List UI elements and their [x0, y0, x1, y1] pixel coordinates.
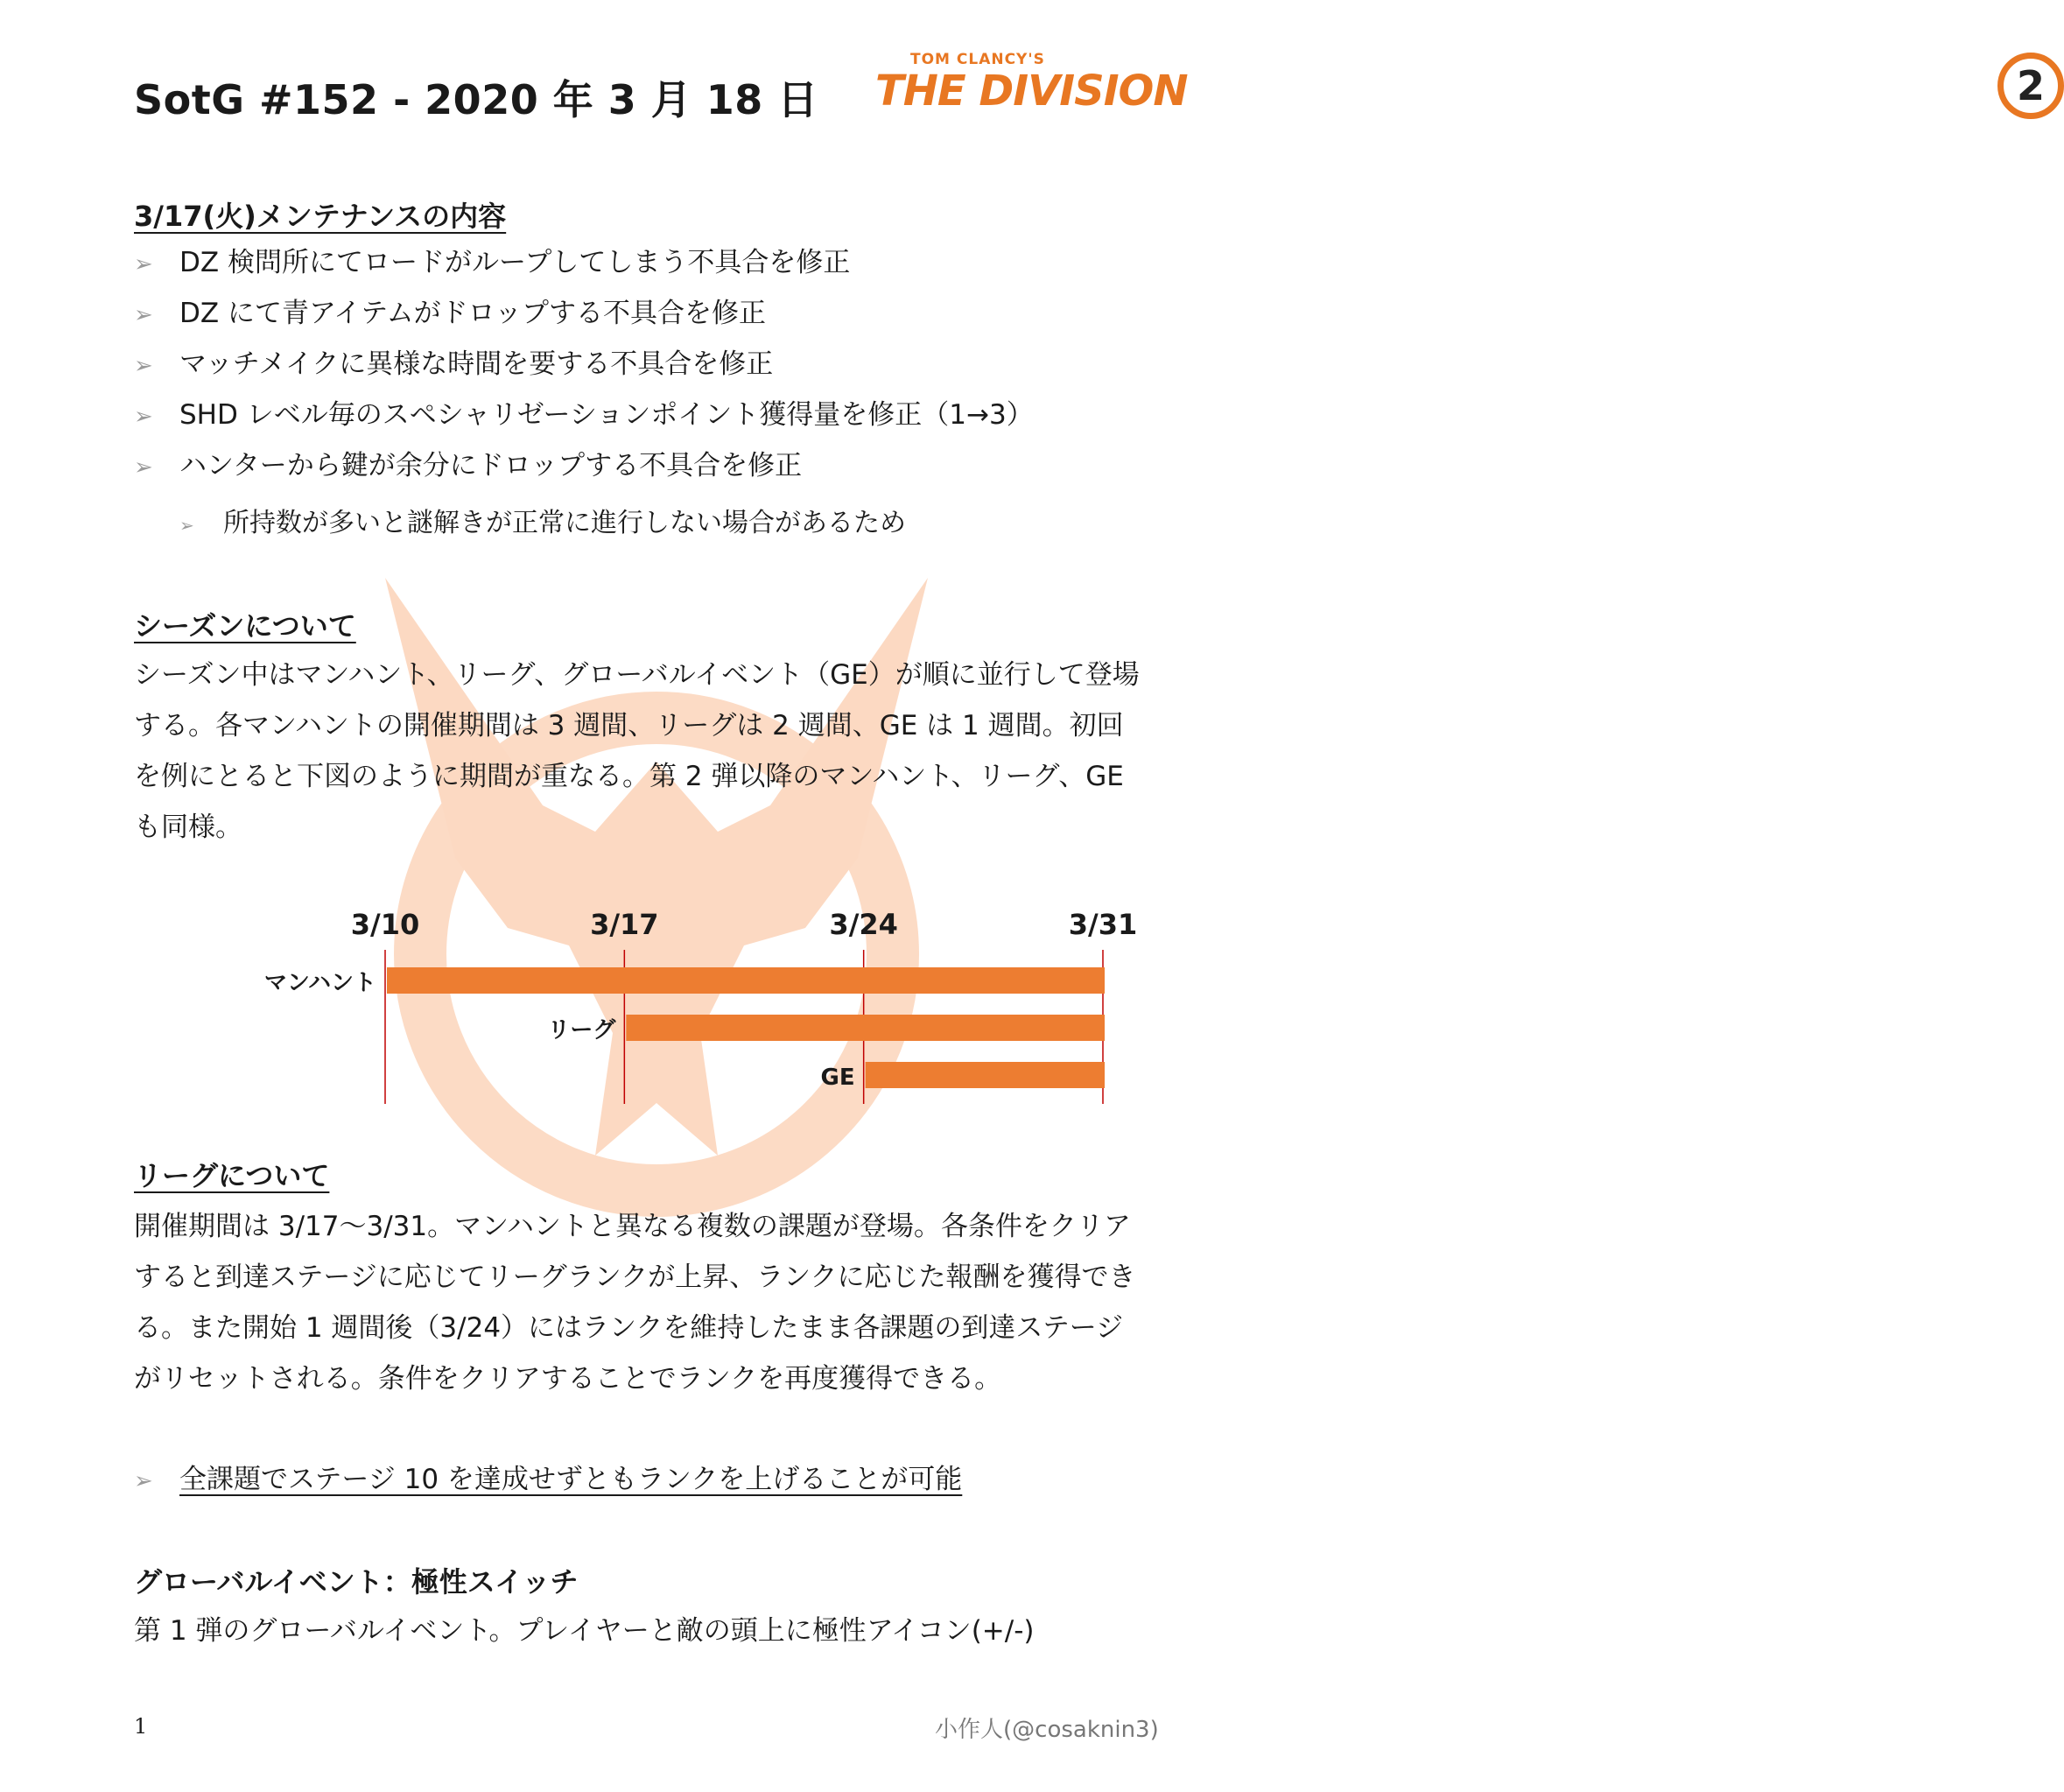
author-credit: 小作人(@cosaknin3) [935, 1717, 1159, 1743]
series-label: GE [820, 1065, 855, 1091]
league-heading: リーグについて [134, 1159, 330, 1192]
series-label: リーグ [547, 1017, 616, 1044]
maintenance-subitem: ➢ 所持数が多いと謎解きが正常に進行しない場合があるため [179, 508, 906, 538]
arrow-bullet-icon: ➢ [134, 404, 153, 430]
maintenance-item: ➢ ハンターから鍵が余分にドロップする不具合を修正 [134, 448, 802, 485]
division-eagle-watermark [280, 543, 1033, 1226]
global-event-body: 第 1 弾のグローバルイベント。プレイヤーと敵の頭上に極性アイコン(+/-) [134, 1615, 1035, 1647]
maintenance-item: ➢ マッチメイクに異様な時間を要する不具合を修正 [134, 347, 773, 383]
tick-label: 3/10 [350, 908, 420, 941]
season-body: シーズン中はマンハント、リーグ、グローバルイベント（GE）が順に並行して登場する。各マンハントの開催期間は 3 週間、リーグは 2 週間、GE は 1 週間。初回を例にとると下図のように期間が重なる。第 2 弾以降のマンハント、リーグ、GE も同様。 [134, 659, 1140, 843]
maintenance-item: ➢ DZ 検問所にてロードがループしてしまう不具合を修正 [134, 245, 850, 282]
logo-main-text: THE DIVISION [875, 67, 1188, 116]
maintenance-heading: 3/17(火)メンテナンスの内容 [134, 200, 507, 233]
arrow-bullet-icon: ➢ [134, 353, 153, 379]
arrow-bullet-icon: ➢ [179, 515, 194, 536]
division2-logo [875, 44, 2045, 140]
season-heading: シーズンについて [134, 609, 356, 643]
tick-label: 3/31 [1068, 908, 1138, 941]
page-number: 1 [134, 1714, 148, 1739]
arrow-bullet-icon: ➢ [134, 302, 153, 328]
series-label: マンハント [263, 970, 376, 996]
page-title: SotG #152 - 2020 年 3 月 18 日 [134, 76, 818, 123]
maintenance-item: ➢ SHD レベル毎のスペシャリゼーションポイント獲得量を修正（1→3） [134, 397, 1034, 434]
arrow-bullet-icon: ➢ [134, 1468, 153, 1494]
logo-small-text: TOM CLANCY'S [910, 51, 1045, 68]
maintenance-item: ➢ DZ にて青アイテムがドロップする不具合を修正 [134, 296, 766, 333]
timeline-bar [387, 967, 1105, 994]
logo-number: 2 [1997, 53, 2064, 119]
arrow-bullet-icon: ➢ [134, 454, 153, 481]
tick-label: 3/24 [829, 908, 898, 941]
timeline-bar [626, 1015, 1105, 1041]
season-timeline-chart [175, 897, 1155, 1107]
timeline-bar [866, 1062, 1105, 1088]
global-event-heading: グローバルイベント：極性スイッチ [134, 1565, 579, 1599]
league-body: 開催期間は 3/17～3/31。マンハントと異なる複数の課題が登場。各条件をクリアすると到達ステージに応じてリーグランクが上昇、ランクに応じた報酬を獲得できる。また開始 1 週間後（3/24）にはランクを維持したまま各課題の到達ステージがリセットされる。条件をクリアすることでランクを再度獲得できる。 [134, 1211, 1136, 1395]
tick-label: 3/17 [590, 908, 659, 941]
league-bullet: ➢ 全課題でステージ 10 を達成せずともランクを上げることが可能 [134, 1462, 962, 1499]
arrow-bullet-icon: ➢ [134, 251, 153, 278]
